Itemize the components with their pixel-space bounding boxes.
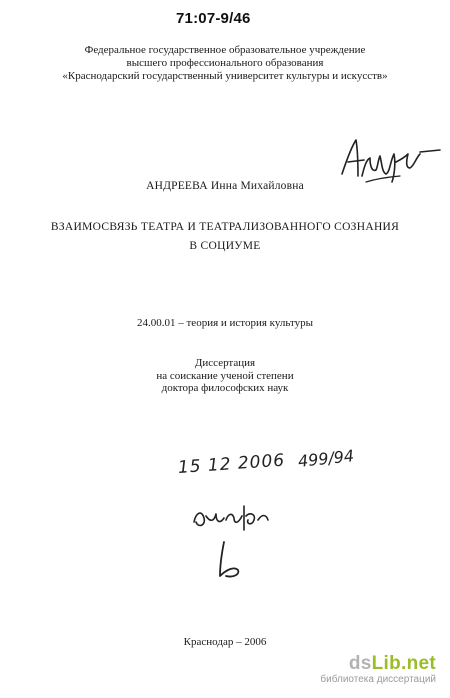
- author-given-names: Инна Михайловна: [210, 180, 304, 192]
- handwritten-note: [188, 496, 278, 536]
- dissertation-title: [0, 218, 450, 256]
- degree-line: доктора философских наук: [161, 382, 289, 394]
- author-surname: АНДРЕЕВА: [146, 180, 208, 192]
- institution-line: «Краснодарский государственный университет культуры и искусств»: [62, 70, 388, 82]
- degree-block: [0, 357, 450, 395]
- handwritten-mark: [206, 536, 256, 586]
- dslib-watermark[interactable]: [316, 654, 436, 690]
- dslib-logo: dsLib.net: [348, 653, 436, 674]
- dslib-subtitle: библиотека диссертаций: [320, 674, 436, 685]
- institution-line: Федеральное государственное образовательное учреждение: [84, 44, 366, 56]
- catalog-code: 71:07-9/46: [176, 10, 251, 27]
- degree-line: Диссертация: [194, 357, 256, 369]
- specialty: 24.00.01 – теория и история культуры: [137, 317, 313, 329]
- author-line: [0, 180, 450, 192]
- institution-line: высшего профессионального образования: [126, 57, 324, 69]
- degree-line: на соискание ученой степени: [156, 369, 294, 382]
- title-line: ВЗАИМОСВЯЗЬ ТЕАТРА И ТЕАТРАЛИЗОВАННОГО СОЗНАНИЯ: [50, 221, 400, 233]
- handwritten-number: 499/94: [297, 446, 355, 471]
- institution-block: [0, 44, 450, 83]
- title-line: В СОЦИУМЕ: [189, 240, 261, 252]
- handwritten-date: 15 12 2006: [177, 450, 286, 478]
- place-and-year: Краснодар – 2006: [183, 636, 267, 648]
